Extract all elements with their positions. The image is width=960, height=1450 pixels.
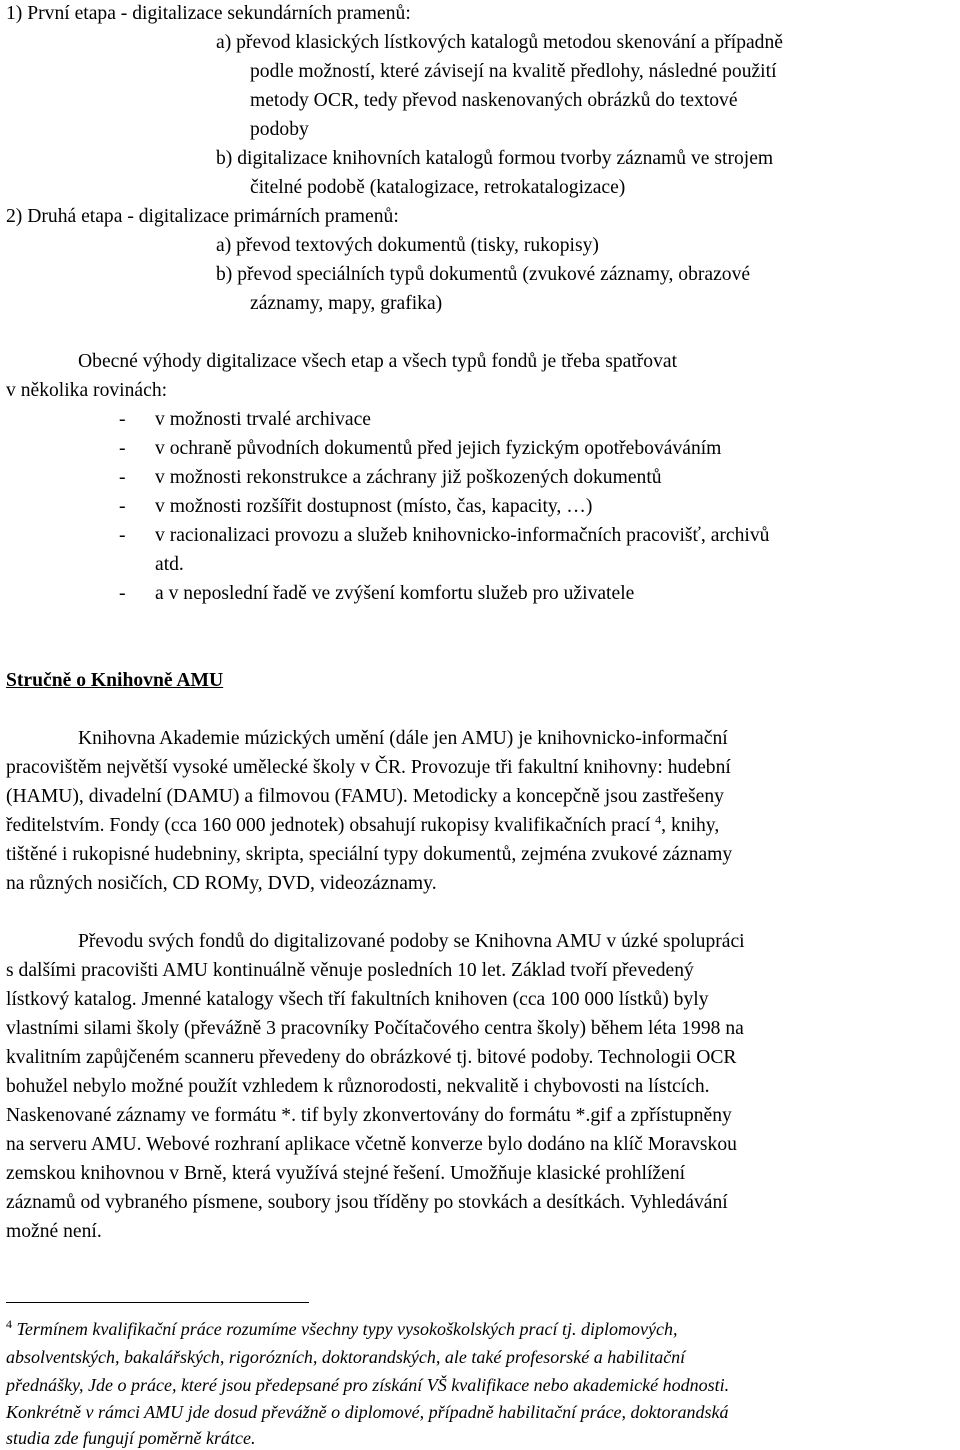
paragraph-text: ředitelstvím. Fondy (cca 160 000 jednotek) obsahují rukopisy kvalifikačních prací bbox=[6, 815, 651, 836]
bullet-dash: - bbox=[119, 525, 126, 546]
paragraph-line: s dalšími pracovišti AMU kontinuálně věnuje posledních 10 let. Základ tvoří převedený bbox=[6, 960, 694, 981]
paragraph-line: Převodu svých fondů do digitalizované podoby se Knihovna AMU v úzké spolupráci bbox=[78, 931, 745, 952]
footnote-separator bbox=[6, 1302, 309, 1303]
section-heading: Stručně o Knihovně AMU bbox=[6, 670, 224, 691]
list-item-2b-cont: záznamy, mapy, grafika) bbox=[250, 293, 443, 314]
footnote-line: studia zde fungují poměrně krátce. bbox=[6, 1428, 256, 1448]
advantage-item: v možnosti rozšířit dostupnost (místo, čas, kapacity, …) bbox=[155, 496, 593, 517]
paragraph-text: , knihy, bbox=[661, 815, 720, 836]
list-item-1b: b) digitalizace knihovních katalogů formou tvorby záznamů ve strojem bbox=[216, 148, 774, 169]
advantages-intro: Obecné výhody digitalizace všech etap a všech typů fondů je třeba spatřovat bbox=[78, 351, 678, 372]
list-item-2a: a) převod textových dokumentů (tisky, rukopisy) bbox=[216, 235, 599, 256]
paragraph-line: možné není. bbox=[6, 1221, 102, 1242]
list-item-1b-cont: čitelné podobě (katalogizace, retrokatalogizace) bbox=[250, 177, 626, 198]
paragraph-line: na serveru AMU. Webové rozhraní aplikace včetně konverze bylo dodáno na klíč Moravskou bbox=[6, 1134, 737, 1155]
advantage-item-cont: atd. bbox=[155, 554, 184, 575]
advantage-item: v racionalizaci provozu a služeb knihovnicko-informačních pracovišť, archivů bbox=[155, 525, 770, 546]
advantage-item: v ochraně původních dokumentů před jejich fyzickým opotřebováváním bbox=[155, 438, 722, 459]
footnote-line: přednášky, Jde o práce, které jsou předepsané pro získání VŠ kvalifikace nebo akademické hodnosti. bbox=[6, 1375, 730, 1395]
advantage-item: v možnosti rekonstrukce a záchrany již poškozených dokumentů bbox=[155, 467, 662, 488]
paragraph-line: bohužel nebylo možné použít vzhledem k různorodosti, nekvalitě i chybovosti na lístcích. bbox=[6, 1076, 710, 1097]
paragraph-line: zemskou knihovnou v Brně, která využívá stejné řešení. Umožňuje klasické prohlížení bbox=[6, 1163, 686, 1184]
list-item-2: 2) Druhá etapa - digitalizace primárních pramenů: bbox=[6, 206, 399, 227]
bullet-dash: - bbox=[119, 496, 126, 517]
bullet-dash: - bbox=[119, 467, 126, 488]
paragraph-line: (HAMU), divadelní (DAMU) a filmovou (FAMU). Metodicky a koncepčně jsou zastřešeny bbox=[6, 786, 724, 807]
paragraph-line: lístkový katalog. Jmenné katalogy všech tří fakultních knihoven (cca 100 000 lístků) byly bbox=[6, 989, 709, 1010]
list-item-1a-cont: podoby bbox=[250, 119, 309, 140]
advantage-item: a v neposlední řadě ve zvýšení komfortu služeb pro uživatele bbox=[155, 583, 635, 604]
advantage-item: v možnosti trvalé archivace bbox=[155, 409, 371, 430]
list-item-2b: b) převod speciálních typů dokumentů (zvukové záznamy, obrazové bbox=[216, 264, 751, 285]
footnote-line: absolventských, bakalářských, rigorózních, doktorandských, ale také profesorské a habilitační bbox=[6, 1347, 686, 1367]
footnote-line bbox=[6, 1318, 677, 1340]
list-item-1a-cont: podle možností, které závisejí na kvalitě předlohy, následné použití bbox=[250, 61, 777, 82]
footnote-line: Konkrétně v rámci AMU jde dosud převážně o diplomové, případně habilitační práce, doktorandská bbox=[6, 1402, 729, 1422]
paragraph-line: vlastními silami školy (převážně 3 pracovníky Počítačového centra školy) během léta 1998 na bbox=[6, 1018, 744, 1039]
bullet-dash: - bbox=[119, 438, 126, 459]
list-item-1a-cont: metody OCR, tedy převod naskenovaných obrázků do textové bbox=[250, 90, 738, 111]
footnote-number: 4 bbox=[6, 1317, 12, 1331]
paragraph-line: pracovištěm největší vysoké umělecké školy v ČR. Provozuje tři fakultní knihovny: hudební bbox=[6, 757, 731, 778]
list-item-1: 1) První etapa - digitalizace sekundárních pramenů: bbox=[6, 3, 411, 24]
footnote-reference[interactable]: 4 bbox=[655, 812, 662, 827]
list-item-1a: a) převod klasických lístkových katalogů metodou skenování a případně bbox=[216, 32, 783, 53]
paragraph-line: Knihovna Akademie múzických umění (dále jen AMU) je knihovnicko-informační bbox=[78, 728, 728, 749]
footnote-text: Termínem kvalifikační práce rozumíme všechny typy vysokoškolských prací tj. diplomových, bbox=[12, 1319, 678, 1339]
paragraph-line: na různých nosičích, CD ROMy, DVD, videozáznamy. bbox=[6, 873, 437, 894]
bullet-dash: - bbox=[119, 583, 126, 604]
bullet-dash: - bbox=[119, 409, 126, 430]
paragraph-line: kvalitním zapůjčeném scanneru převedeny do obrázkové tj. bitové podoby. Technologii OCR bbox=[6, 1047, 737, 1068]
paragraph-line: Naskenované záznamy ve formátu *. tif byly zkonvertovány do formátu *.gif a zpřístupněny bbox=[6, 1105, 732, 1126]
advantages-intro-cont: v několika rovinách: bbox=[6, 380, 168, 401]
paragraph-line bbox=[6, 814, 719, 838]
paragraph-line: tištěné i rukopisné hudebniny, skripta, speciální typy dokumentů, zejména zvukové záznamy bbox=[6, 844, 733, 865]
paragraph-line: záznamů od vybraného písmene, soubory jsou tříděny po stovkách a desítkách. Vyhledávání bbox=[6, 1192, 728, 1213]
